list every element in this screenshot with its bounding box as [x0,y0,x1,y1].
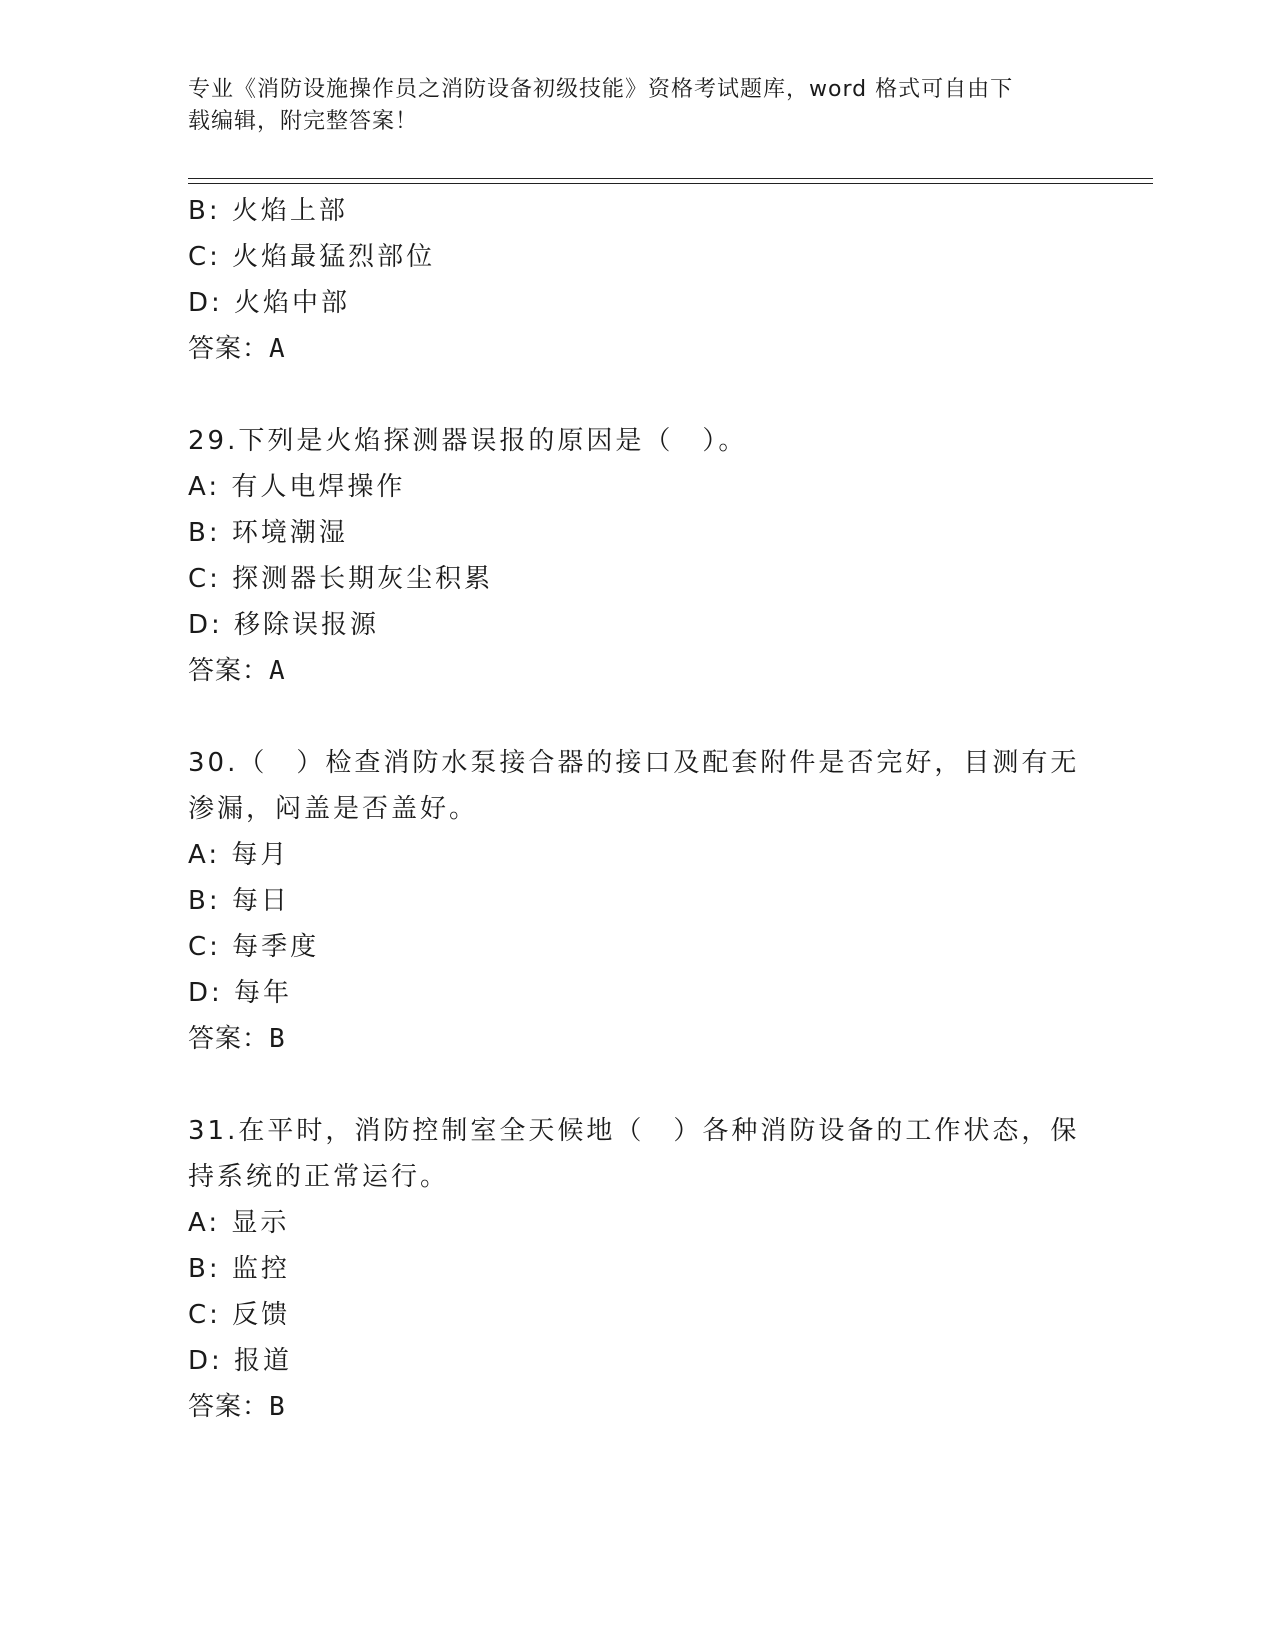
answer-value: B [269,1392,286,1422]
question-text-line-1: 31.在平时，消防控制室全天候地（ ）各种消防设备的工作状态，保 [188,1116,1080,1146]
question-30 [188,740,1088,1062]
header-line-2: 载编辑，附完整答案！ [188,109,419,134]
answer-line [188,648,1088,694]
question-list [188,188,1088,1430]
answer-line [188,1384,1088,1430]
answer-line [188,1016,1088,1062]
answer-line [188,326,1088,372]
question-28-partial [188,188,1088,372]
question-31 [188,1108,1088,1430]
question-text-line-1: 30.（ ）检查消防水泵接合器的接口及配套附件是否完好，目测有无 [188,748,1080,778]
option-c: C: 探测器长期灰尘积累 [188,564,494,594]
answer-value: B [269,1024,286,1054]
option-d: D: 每年 [188,978,293,1008]
header-divider-top [188,178,1153,179]
document-header [188,74,1068,138]
answer-value: A [269,334,286,364]
question-text-line-2: 持系统的正常运行。 [188,1162,450,1192]
header-divider-bottom [188,183,1153,184]
option-b: B: 每日 [188,886,290,916]
option-a: A: 每月 [188,840,290,870]
option-d: D: 火焰中部 [188,288,351,318]
option-c: C: 每季度 [188,932,320,962]
option-a: A: 显示 [188,1208,290,1238]
option-d: D: 报道 [188,1346,293,1376]
header-line-1: 专业《消防设施操作员之消防设备初级技能》资格考试题库，word 格式可自由下 [188,77,1014,102]
option-b: B: 环境潮湿 [188,518,348,548]
answer-label: 答案： [188,1392,270,1422]
option-c: C: 反馈 [188,1300,291,1330]
option-a: A: 有人电焊操作 [188,472,406,502]
answer-label: 答案： [188,1024,270,1054]
question-text-line-2: 渗漏，闷盖是否盖好。 [188,794,479,824]
option-c: C: 火焰最猛烈部位 [188,242,436,272]
option-b: B: 监控 [188,1254,290,1284]
question-29 [188,418,1088,694]
option-d: D: 移除误报源 [188,610,380,640]
answer-label: 答案： [188,334,270,364]
option-b: B: 火焰上部 [188,196,348,226]
answer-label: 答案： [188,656,270,686]
answer-value: A [269,656,286,686]
question-text: 29.下列是火焰探测器误报的原因是（ ）。 [188,426,748,456]
